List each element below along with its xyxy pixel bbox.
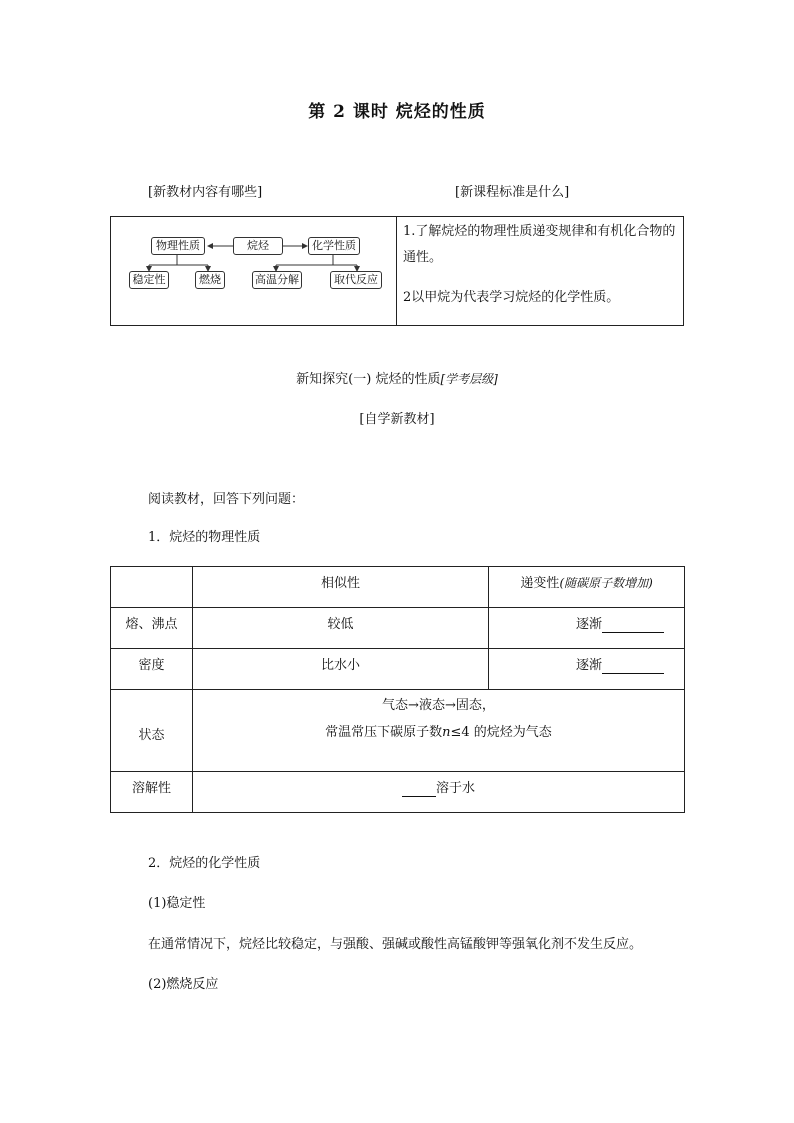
state-line-2-pre: 常温常压下碳原子数: [325, 725, 443, 740]
state-line-2-var: n: [442, 725, 451, 740]
q2-heading: 2．烷烃的化学性质: [148, 856, 261, 871]
row-trend-density: [489, 649, 685, 690]
answer-blank[interactable]: [602, 617, 664, 633]
table-header-similar: 相似性: [192, 567, 488, 608]
solubility-text: 溶于水: [435, 781, 475, 796]
intro-right-header: [新课程标准是什么]: [455, 185, 570, 200]
diagram-node-physical: 物理性质: [151, 237, 205, 255]
q2-para-stability: 在通常情况下，烷烃比较稳定，与强酸、强碱或酸性高锰酸钾等强氧化剂不发生反应。: [148, 937, 643, 952]
diagram-node-combustion: 燃烧: [195, 271, 225, 289]
row-label-state: 状态: [111, 690, 193, 772]
diagram-node-stability: 稳定性: [129, 271, 169, 289]
row-label-density: 密度: [111, 649, 193, 690]
diagram-node-pyrolysis: 高温分解: [252, 271, 302, 289]
row-state-content: [192, 690, 684, 772]
state-line-1: 气态→液态→固态，: [382, 698, 495, 713]
diagram-node-alkane: 烷烃: [233, 237, 283, 255]
q1-heading: 1．烷烃的物理性质: [148, 530, 261, 545]
trend-text-boiling: 逐渐: [575, 617, 602, 632]
physical-properties-table: [110, 566, 685, 813]
intro-box-divider: [396, 217, 397, 325]
trend-header-text: 递变性: [520, 576, 560, 591]
row-solubility-content: [192, 772, 684, 813]
answer-blank[interactable]: [402, 781, 436, 797]
table-header-corner: [111, 567, 193, 608]
table-row: [111, 772, 685, 813]
q2-sub-combustion: (2)燃烧反应: [148, 977, 219, 992]
page-title: 第 2 课时 烷烃的性质: [308, 102, 486, 122]
instruction-text: 阅读教材，回答下列问题：: [148, 492, 305, 507]
intro-left-header: [新教材内容有哪些]: [148, 185, 263, 200]
trend-header-note: (随碳原子数增加): [559, 576, 653, 590]
row-label-boiling: 熔、沸点: [111, 608, 193, 649]
table-row: [111, 608, 685, 649]
section-subtitle: [自学新教材]: [359, 412, 435, 427]
row-label-solubility: 溶解性: [111, 772, 193, 813]
section-title: [0, 368, 794, 387]
q2-sub-stability: (1)稳定性: [148, 896, 206, 911]
state-line-2: [199, 719, 678, 746]
state-line-2-post: ≤4 的烷烃为气态: [450, 725, 552, 740]
row-similar-density: 比水小: [192, 649, 488, 690]
diagram-node-chemical: 化学性质: [308, 237, 360, 255]
section-title-tag: [学考层级]: [440, 372, 498, 386]
intro-box: [110, 216, 684, 326]
table-header-row: [111, 567, 685, 608]
table-header-trend: [489, 567, 685, 608]
goal-2: 2以甲烷为代表学习烷烃的化学性质。: [403, 290, 620, 305]
goal-1: 1.了解烷烃的物理性质递变规律和有机化合物的通性。: [403, 224, 676, 265]
section-title-text: 新知探究(一) 烷烃的性质: [296, 372, 441, 387]
row-trend-boiling: [489, 608, 685, 649]
table-row: [111, 690, 685, 772]
diagram-node-substitution: 取代反应: [330, 271, 382, 289]
answer-blank[interactable]: [602, 658, 664, 674]
trend-text-density: 逐渐: [575, 658, 602, 673]
row-similar-boiling: 较低: [192, 608, 488, 649]
table-row: [111, 649, 685, 690]
